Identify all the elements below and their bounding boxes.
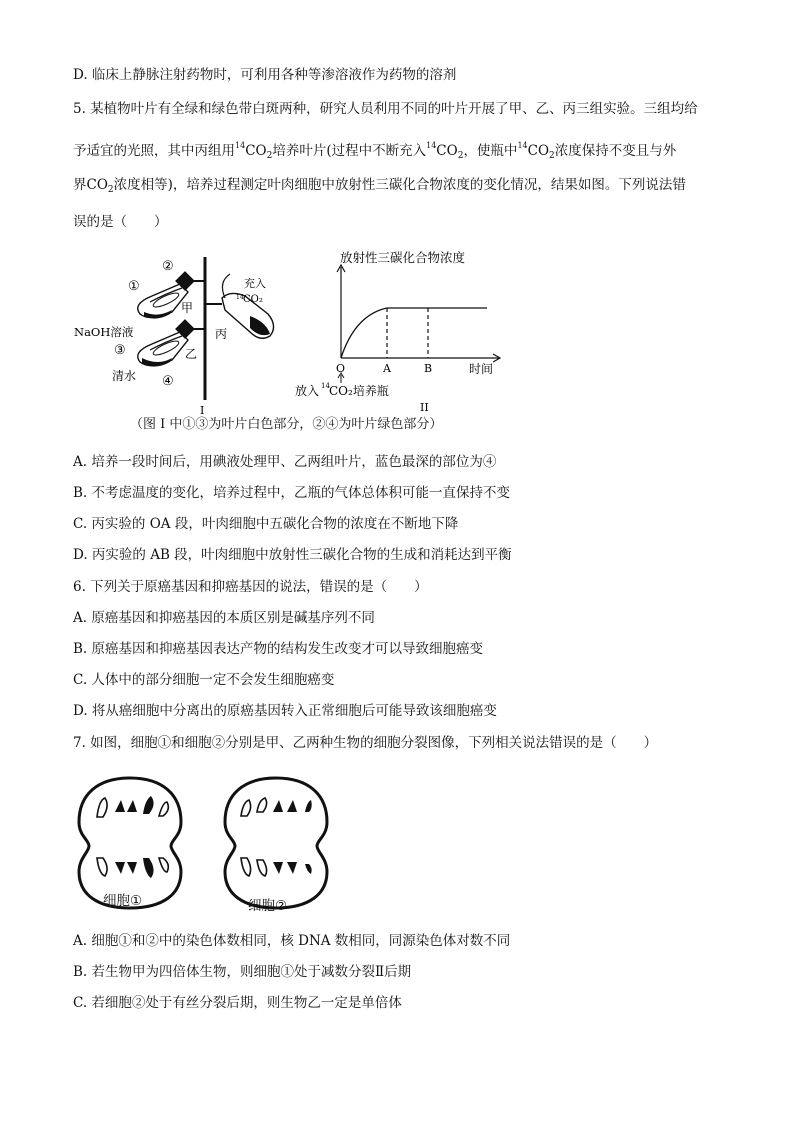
label-1: ①: [128, 279, 140, 294]
fig2-put-a: 放入: [295, 384, 320, 398]
q6-stem: 6. 下列关于原癌基因和抑癌基因的说法，错误的是（ ）: [73, 579, 428, 595]
q4-option-d: D. 临床上静脉注射药物时，可利用各种等渗溶液作为药物的溶剂: [73, 67, 457, 83]
label-3: ③: [114, 343, 126, 358]
q7-option-c: C. 若细胞②处于有丝分裂后期，则生物乙一定是单倍体: [73, 995, 402, 1011]
q5-stem-line1: 5. 某植物叶片有全绿和绿色带白斑两种，研究人员利用不同的叶片开展了甲、乙、丙三组实验。三组均给: [73, 101, 698, 117]
q7-option-a: A. 细胞①和②中的染色体数相同，核 DNA 数相同，同源染色体对数不同: [73, 933, 511, 949]
q5-option-b: B. 不考虑温度的变化，培养过程中，乙瓶的气体总体积可能一直保持不变: [73, 485, 511, 501]
label-water: 清水: [112, 369, 137, 383]
q6-option-c: C. 人体中的部分细胞一定不会发生细胞癌变: [73, 672, 335, 688]
cell-2-figure: [221, 770, 331, 915]
flask-yi: [138, 332, 188, 367]
figure-2-curve: [285, 245, 515, 417]
label-bing: 丙: [215, 327, 228, 341]
label-naoh: NaOH溶液: [74, 325, 134, 339]
figure-2-roman: II: [420, 401, 429, 414]
q6-option-a: A. 原癌基因和抑癌基因的本质区别是碱基序列不同: [73, 610, 375, 626]
q5-option-c: C. 丙实验的 OA 段，叶肉细胞中五碳化合物的浓度在不断地下降: [73, 516, 459, 532]
label-charge: 充入: [244, 277, 266, 290]
fig2-put-sup: 14: [321, 382, 330, 390]
label-charge-sup: 14: [236, 294, 244, 301]
q5-stem-line2: 予适宜的光照，其中丙组用$^{14}CO_2$培养叶片(过程中不断充入$^{14}CO_2$，使瓶中$^{14}CO_2$浓度保持不变且与外: [73, 141, 677, 161]
figure-1-roman: I: [200, 404, 205, 417]
fig2-put-b: CO₂培养瓶: [329, 384, 389, 398]
q7-stem: 7. 如图，细胞①和细胞②分别是甲、乙两种生物的细胞分裂图像，下列相关说法错误的是（ ）: [73, 735, 658, 751]
label-yi: 乙: [185, 347, 198, 361]
label-jia: 甲: [181, 301, 194, 315]
label-2: ②: [162, 259, 174, 274]
q5-stem-line3: 界$CO_2$浓度相等)，培养过程测定叶肉细胞中放射性三碳化合物浓度的变化情况，结果如图。下列说法错: [73, 177, 686, 195]
q6-option-b: B. 原癌基因和抑癌基因表达产物的结构发生改变才可以导致细胞癌变: [73, 641, 484, 657]
cell-1-label: 细胞①: [103, 893, 143, 909]
figure-1-apparatus: [70, 252, 290, 417]
fig2-origin: O: [336, 362, 346, 375]
fig2-ylabel: 放射性三碳化合物浓度: [340, 250, 466, 265]
fig2-curve-line: [341, 308, 487, 358]
fig2-tick-a: A: [383, 362, 391, 375]
q5-stem-line4: 误的是（ ）: [73, 214, 168, 230]
fig2-tick-b: B: [424, 362, 433, 375]
q6-option-d: D. 将从癌细胞中分离出的原癌基因转入正常细胞后可能导致该细胞癌变: [73, 703, 497, 719]
q7-option-b: B. 若生物甲为四倍体生物，则细胞①处于减数分裂Ⅱ后期: [73, 964, 412, 980]
label-4: ④: [162, 374, 174, 389]
q5-figure-caption: （图 I 中①③为叶片白色部分，②④为叶片绿色部分）: [130, 417, 443, 432]
fig2-xlabel: 时间: [469, 362, 494, 376]
q5-option-a: A. 培养一段时间后，用碘液处理甲、乙两组叶片，蓝色最深的部位为④: [73, 454, 497, 470]
cell-2-label: 细胞②: [248, 898, 288, 914]
label-charge-co2: CO₂: [243, 294, 263, 305]
q5-option-d: D. 丙实验的 AB 段，叶肉细胞中放射性三碳化合物的生成和消耗达到平衡: [73, 547, 512, 563]
